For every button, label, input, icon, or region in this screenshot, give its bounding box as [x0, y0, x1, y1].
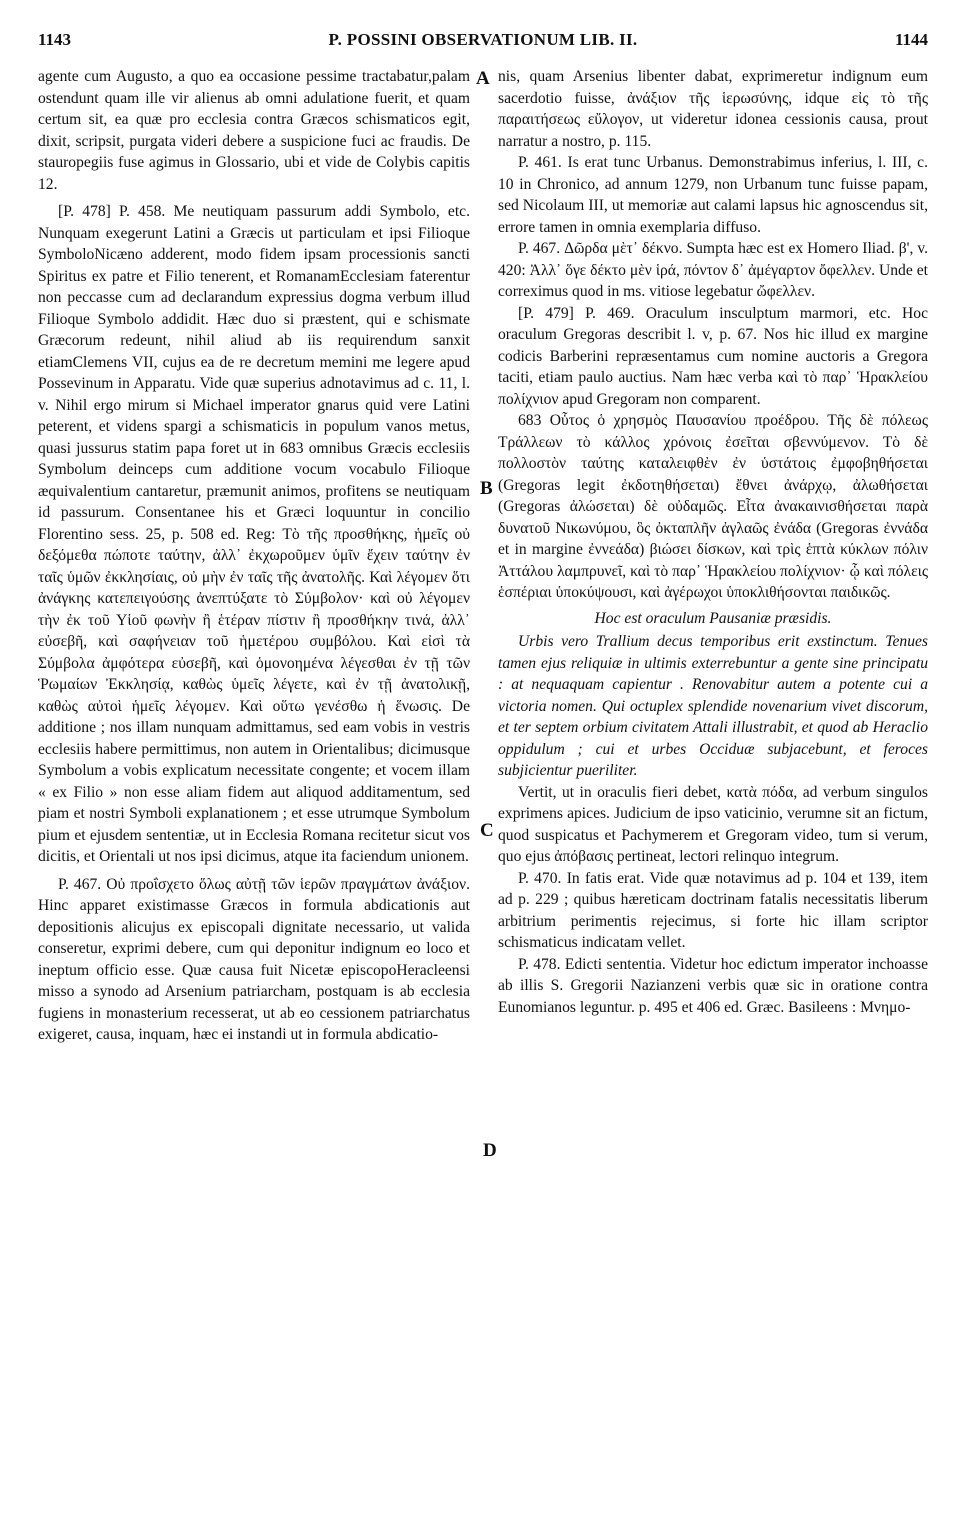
paragraph: P. 467. Οὐ προΐσχετο ὅλως αὐτῇ τῶν ἱερῶν πραγμάτων ἀνάξιον. Hinc apparet existimasse Græcos in formula abdicationis aut depositionis alicujus ex episcopali dignitate necessario, ut valida conseretur, exprimi debere, cum qui deponitur indignum eo loco et ineptum officio esse. Quæ causa fuit Nicetæ episcopoHeracleensi misso a synodo ad Arsenium patriarcham, postquam is ab ecclesia fugiens in monasterium recesserat, ut ab eo cessionem patriarchatus exigeret, causa, inquam, hæc ei instandi ut in formula abdicatio- — [38, 875, 470, 1043]
paragraph: [P. 478] P. 458. Me neutiquam passurum addi Symbolo, etc. Nunquam exegerunt Latini a Græcis ut particulam et ipsi Filioque SymboloNicæno adderent, modo fidem ipsam processionis sancti Spiritus ex patre et Filio tenerent, et RomanamEcclesiam faterentur non peccasse cum ad declarandum expressius dogma verbum illud Filioque Symbolo addidit. Hæc duo si præstent, qui e schismate Græcorum redeunt, nihil aliud ab iis requirendum sanxit etiamClemens VII, cujus ea de re decretum memini me legere apud Possevinum in Apparatu. Vide quæ superius adnotavimus ad c. 11, l. v. Nihil ergo mirum si Michael imperator gnarus quid vere Latini peterent, et videns spargi a schismaticis in populum vanos metus, quasi jussurus statim papa foret ut in 683 omnibus Græcis ecclesiis Symbolum deinceps cum additione vocum vocabulo Filioque æquivalentium cantaretur, præmunit animos, profitens se neutiquam id passurum. Consentanee his et Græci loquuntur in concilio Florentino sess. 25, p. 508 ed. Reg: Τὸ τῆς προσθήκης, ἡμεῖς οὐ δεξόμεθα πώποτε ταύτην, ἀλλ᾽ ἐκχωροῦμεν ὑμῖν ἔχειν ταύτην ἐν ταῖς ὑμῶν ἐκκλησίαις, οὐ μὴν ἐν ταῖς τῆς ἀνατολῆς. Καὶ λέγομεν ὅτι ἀνάγκης κατεπειγούσης ἀνεπτύξατε τὸ Σύμβολον· καὶ οὐ λέγομεν τὴν ἐκ τοῦ Υἱοῦ φωνὴν ἢ ἑτέραν πίστιν ἢ προσθήκην τινά, ἀλλ᾽ εὐσεβῆ, καὶ σαφήνειαν τοῦ ἡμετέρου συμβόλου. Καὶ εἰσὶ τὰ Σύμβολα ἀμφότερα εὐσεβῆ, καὶ ὁμονοημένα λέγεσθαι ἐν τῇ τῶν Ῥωμαίων Ἐκκλησίᾳ, καθὼς ὑμεῖς λέγετε, καὶ ἐν τῇ ἀνατολικῇ, καθὼς αὐτοὶ ἡμεῖς λέγομεν. Καὶ οὕτω γενέσθω ἡ ἕνωσις. De additione ; nos illam nunquam admittamus, sed eam vobis in vestris ecclesiis habere permittimus, non autem in Orientalibus; dicimusque Symbolum a vobis explicatum necessitate congente; et vocem illam « ex Filio » non esse aliam fidem aut aliquod additamentum, sed piam et nostri Symboli explanationem ; et esse utrumque Symbolum pium et ejusdem sententiæ, ut in Ecclesia Romana recitetur sicut vos dicitis, et Orientali ut nos ipsi dicimus, atque ita faciendum unionem. — [38, 203, 470, 865]
margin-marker-c: C — [480, 820, 494, 841]
paragraph: [P. 479] P. 469. Oraculum insculptum marmori, etc. Hoc oraculum Gregoras describit l. v, p. 67. Nos hic illud ex margine codicis Barberini repræsentamus cum nomine auctoris a Gregora taciti, etiam paulo auctius. Nam hæc verba καὶ τὸ παρ᾽ Ἡρακλείου πολίχνιον apud Gregoram non comparent. — [498, 304, 928, 408]
running-header — [38, 30, 928, 54]
running-title: P. POSSINI OBSERVATIONUM LIB. II. — [328, 30, 638, 49]
paragraph: P. 470. In fatis erat. Vide quæ notavimus ad p. 104 et 139, item ad p. 229 ; quibus hæreticam doctrinam fatalis necessitatis liberum arbitrium perimentis rejecimus, si forte hic illam scriptor schismaticus indicatam vellet. — [498, 869, 928, 951]
oracle-greek-text: 683 Οὗτος ὁ χρησμὸς Παυσανίου προέδρου. Τῆς δὲ πόλεως Τράλλεων τὸ κάλλος χρόνοις ἐσεῖται σβεννύμενον. Τὸ δὲ πολλοστὸν ταύτης καταλειφθὲν ἐν ὑστάτοις ἐμφοβηθήσεται (Gregoras legit ἐκδοτηθήσεται) ἔθνει ἀνάρχῳ, ἀλωθήσεται (Gregoras ἀλώσεται) δὲ οὐδαμῶς. Εἶτα ἀνακαινισθήσεται παρὰ δυνατοῦ Νικωνύμου, ὃς ὀκταπλῆν ἀγλαῶς ἐνάδα (Gregoras ἐννάδα et in margine ἐννεάδα) βιώσει δίσκων, καὶ τρὶς ἑπτὰ κύκλων πόλιν Ἀττάλου λαμπρυνεῖ, καὶ τὸ παρ᾽ Ἡρακλείου πολίχνιον· ᾧ καὶ πόλεις ἑσπέριαι ὑποκύψουσι, καὶ ἀγέρωχοι ὑποκλιθήσονται παιδικῶς. — [498, 412, 928, 601]
paragraph: nis, quam Arsenius libenter dabat, exprimeretur indignum eum sacerdotio fuisse, ἀνάξιον τῆς ἱερωσύνης, idque εἰς τὸ τῆς παραιτήσεως εὔλογον, ut videretur idonea cessionis causa, prout narratur a nostro, p. 115. — [498, 68, 928, 150]
paragraph: Vertit, ut in oraculis fieri debet, κατὰ πόδα, ad verbum singulos exprimens apices. Judicium de ipso vaticinio, verumne sit an fictum, quod suspicatus et Pachymerem et Gregoram video, tum si verum, quo ejus ἀπόβασις pertineat, lectori relinquo integrum. — [498, 783, 928, 865]
paragraph: P. 461. Is erat tunc Urbanus. Demonstrabimus inferius, l. III, c. 10 in Chronico, ad annum 1279, non Urbanum tunc fuisse papam, sed Nicolaum III, ut memoriæ aut calami lapsus hic agnoscendus sit, errore tamen in omnia exemplaria diffuso. — [498, 154, 928, 236]
left-column — [38, 66, 470, 1046]
margin-marker-b: B — [480, 478, 493, 499]
paragraph: agente cum Augusto, a quo ea occasione pessime tractabatur,palam ostendunt quam ille vir alienus ab omni adulatione fuerit, et quam certum sit, ea quæ pro ecclesia contra Græcos schismaticos egit, dixit, scripsit, purgata videri debere a suspicione fuci ac fraudis. De stauropegiis fuse agimus in Glossario, ubi et vide de Colybis capitis 12. — [38, 68, 470, 193]
page-number-right: 1144 — [894, 30, 928, 49]
page-number-left: 1143 — [38, 30, 72, 49]
oracle-heading: Hoc est oraculum Pausaniæ præsidis. — [594, 609, 832, 627]
paragraph: P. 467. Δῶρδα μὲτ᾽ δέκνο. Sumpta hæc est ex Homero Iliad. β', v. 420: Ἀλλ᾽ ὅγε δέκτο μὲν ἱρά, πόντον δ᾽ ἀμέγαρτον ὄφελλεν. Unde et correximus quod in ms. vitiose legebatur ὤφελλεν. — [498, 240, 928, 300]
margin-marker-a: A — [476, 68, 490, 89]
margin-marker-d: D — [483, 1140, 497, 1161]
oracle-translation: Urbis vero Trallium decus temporibus erit exstinctum. Tenues tamen ejus reliquiæ in ultimis exterrebuntur a gente sine principatu : at nequaquam capientur . Renovabitur autem a potente cui a victoria nomen. Qui octuplex splendide novenarium vivet discorum, et ter septem orbium civitatem Attali illustrabit, et quod ab Heraclio oppidulum ; cui et urbes Occiduæ subjacebunt, et feroces subjicientur pueriliter. — [498, 633, 928, 779]
right-column — [498, 66, 928, 1018]
paragraph: P. 478. Edicti sententia. Videtur hoc edictum imperator inchoasse ab illis S. Gregorii Nazianzeni verbis quæ sic in oratione contra Eunomianos leguntur. p. 495 et 406 ed. Græc. Basileens : Μνημο- — [498, 955, 928, 1016]
